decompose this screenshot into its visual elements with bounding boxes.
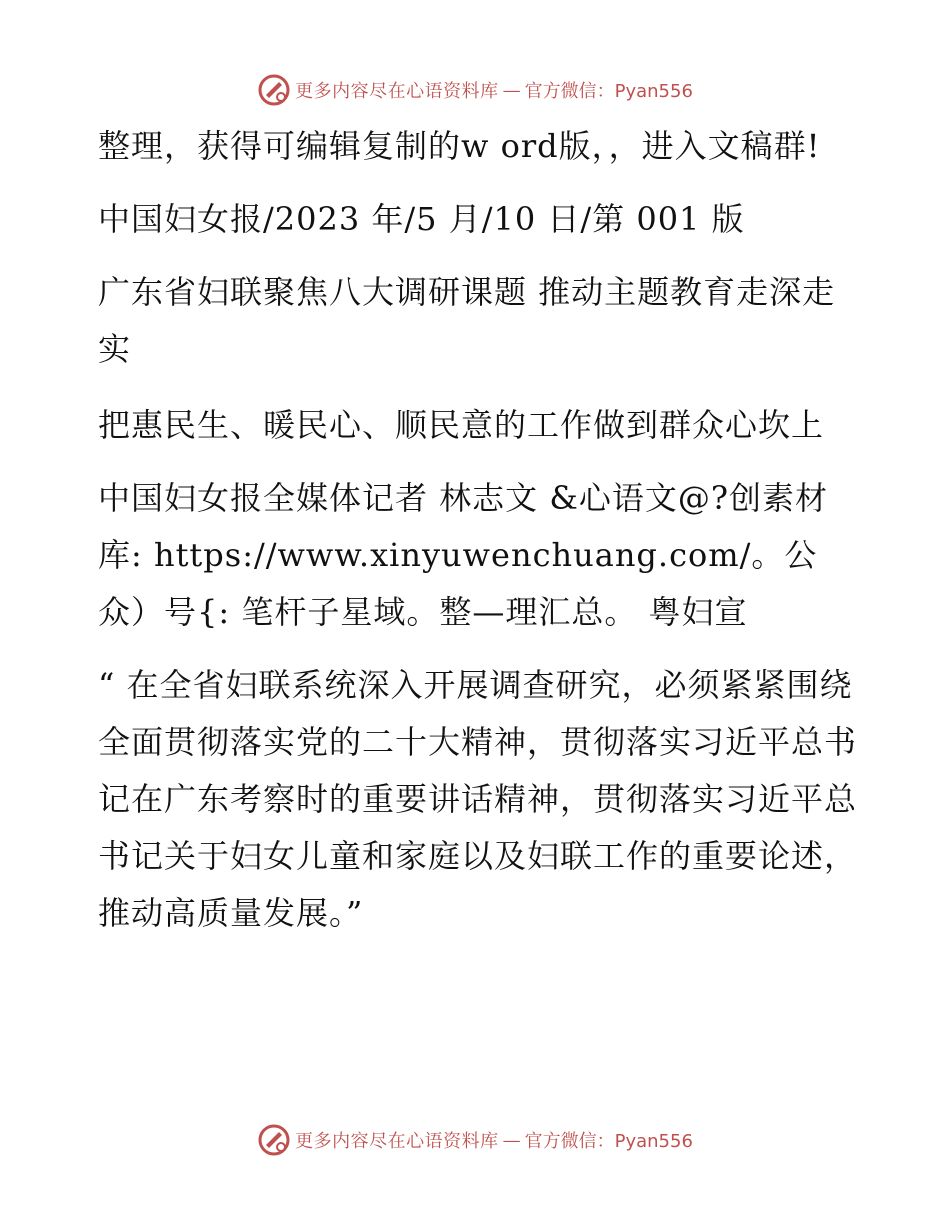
header-watermark-text: 更多内容尽在心语资料库 xyxy=(295,81,499,102)
headline: 广东省妇联聚焦八大调研课题 推动主题教育走深走实 xyxy=(98,273,836,368)
header-watermark xyxy=(0,70,950,110)
logo-icon xyxy=(257,1123,291,1157)
footer-watermark xyxy=(0,1120,950,1160)
document-body xyxy=(98,118,858,942)
intro-paragraph: 整理，获得可编辑复制的w ord版，，进入文稿群! xyxy=(98,127,821,165)
footer-separator: — xyxy=(502,1129,521,1151)
source-line: 中国妇女报/2023 年/5 月/10 日/第 001 版 xyxy=(98,200,745,238)
quote-paragraph: “ 在全省妇联系统深入开展调查研究，必须紧紧围绕全面贯彻落实党的二十大精神，贯彻落实习近平总书记在广东考察时的重要讲话精神，贯彻落实习近平总书记关于妇女儿童和家庭以及妇联工作的重要论述，推动高质量发展。” xyxy=(98,666,858,932)
byline: 中国妇女报全媒体记者 林志文 &心语文@?创素材库: https://www.xinyuwenchuang.com/。公众）号{: 笔杆子星域。整—理汇总。 粤妇宣 xyxy=(98,479,828,631)
header-wechat-text: 官方微信：Pyan556 xyxy=(524,81,693,102)
header-separator: — xyxy=(502,79,521,101)
footer-watermark-text: 更多内容尽在心语资料库 xyxy=(295,1131,499,1152)
subheadline: 把惠民生、暖民心、顺民意的工作做到群众心坎上 xyxy=(98,406,825,444)
footer-wechat-text: 官方微信：Pyan556 xyxy=(524,1131,693,1152)
logo-icon xyxy=(257,73,291,107)
